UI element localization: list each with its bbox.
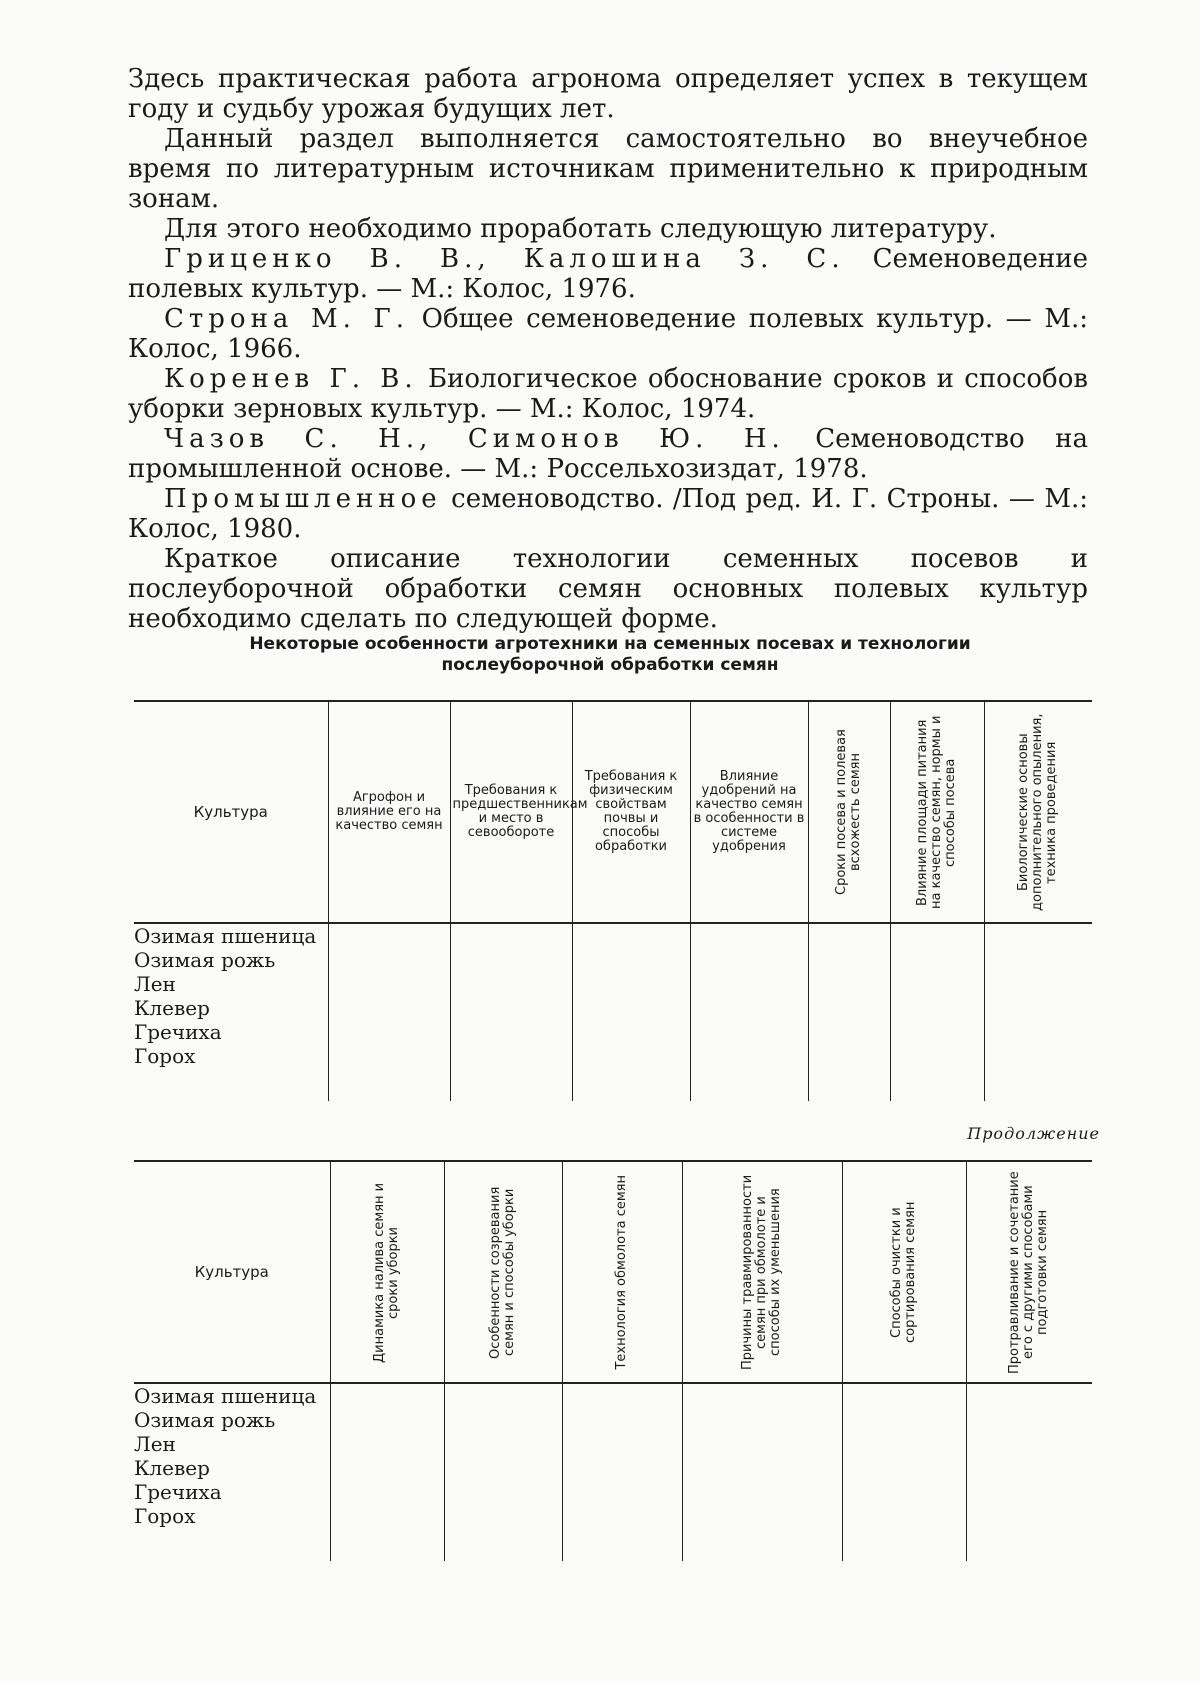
crop-name: Горох xyxy=(134,1504,196,1528)
header-ripening: Особенности созревания семян и способы уборки xyxy=(444,1161,562,1383)
reference-title: Общее семеноведение полевых культур. — М.: Колос, 1966. xyxy=(128,304,1088,364)
empty-cell xyxy=(984,923,1092,1101)
reference-authors: Коренев Г. В. xyxy=(164,364,418,394)
header-threshing-technology: Технология обмолота семян xyxy=(562,1161,682,1383)
culture-list xyxy=(134,923,328,1101)
crop-name: Лен xyxy=(134,1432,176,1456)
crop-name: Гречиха xyxy=(134,1480,222,1504)
reference-authors: Гриценко В. В., Калошина З. С. xyxy=(164,244,845,274)
empty-cell xyxy=(450,923,572,1101)
header-filling-dynamics: Динамика налива семян и сроки уборки xyxy=(330,1161,444,1383)
paragraph-task: Данный раздел выполняется самостоятельно во внеучебное время по литературным источникам применительно к природным зонам. xyxy=(128,124,1088,214)
header-cleaning-sorting: Способы очистки и сортирования семян xyxy=(842,1161,966,1383)
crop-name: Клевер xyxy=(134,996,210,1020)
reference-authors: Промышленное xyxy=(164,484,442,514)
paragraph-intro: Здесь практическая работа агронома определяет успех в текущем году и судьбу урожая будущих лет. xyxy=(128,64,1088,124)
empty-cell xyxy=(572,923,690,1101)
empty-cell xyxy=(890,923,984,1101)
reference-item xyxy=(128,364,1088,424)
empty-cell xyxy=(842,1383,966,1561)
reference-item xyxy=(128,484,1088,544)
paragraph-literature: Для этого необходимо проработать следующую литературу. xyxy=(164,214,997,244)
table-caption xyxy=(150,634,1070,676)
culture-list xyxy=(134,1383,330,1561)
empty-cell xyxy=(682,1383,842,1561)
crop-name: Клевер xyxy=(134,1456,210,1480)
header-sowing-dates: Сроки посева и полевая всхожесть семян xyxy=(808,701,890,923)
reference-item xyxy=(128,424,1088,484)
empty-cell xyxy=(690,923,808,1101)
reference-item xyxy=(128,244,1088,304)
header-agrofon: Агрофон и влияние его на качество семян xyxy=(328,701,450,923)
table-caption-line: Некоторые особенности агротехники на семенных посевах и технологии xyxy=(249,634,971,654)
empty-cell xyxy=(966,1383,1092,1561)
header-culture: Культура xyxy=(134,1161,330,1383)
header-feeding-area: Влияние площади питания на качество семян, нормы и способы посева xyxy=(890,701,984,923)
reference-title: Семеноводство на промышленной основе. — М.: Россельхозиздат, 1978. xyxy=(128,424,1088,484)
header-pollination: Биологические основы дополнительного опыления, техника проведения xyxy=(984,701,1092,923)
reference-authors: Чазов С. Н., Симонов Ю. Н. xyxy=(164,424,785,454)
body-text xyxy=(128,64,1088,634)
empty-cell xyxy=(444,1383,562,1561)
continuation-label: Продолжение xyxy=(967,1124,1100,1143)
reference-title: Семеноведение полевых культур. — М.: Колос, 1976. xyxy=(128,244,1088,304)
empty-cell xyxy=(330,1383,444,1561)
reference-authors: Строна М. Г. xyxy=(164,304,410,334)
empty-cell xyxy=(328,923,450,1101)
crop-name: Лен xyxy=(134,972,176,996)
agrotechnics-table xyxy=(134,700,1092,1101)
crop-name: Озимая пшеница xyxy=(134,924,317,948)
paragraph-closing: Краткое описание технологии семенных посевов и послеуборочной обработки семян основных полевых культур необходимо сделать по следующей форме. xyxy=(128,544,1088,634)
continuation-table xyxy=(134,1160,1092,1561)
crop-name: Озимая рожь xyxy=(134,948,276,972)
reference-item xyxy=(128,304,1088,364)
header-predecessors: Требования к предшественникам и место в севообороте xyxy=(450,701,572,923)
crop-name: Озимая пшеница xyxy=(134,1384,317,1408)
crop-name: Гречиха xyxy=(134,1020,222,1044)
header-seed-injury: Причины травмированности семян при обмолоте и способы их уменьшения xyxy=(682,1161,842,1383)
header-soil-requirements: Требования к физическим свойствам почвы и способы обработки xyxy=(572,701,690,923)
header-fertilizer-influence: Влияние удобрений на качество семян в особенности в системе удобрения xyxy=(690,701,808,923)
reference-title: семеноводство. /Под ред. И. Г. Строны. — М.: Колос, 1980. xyxy=(128,484,1088,544)
empty-cell xyxy=(562,1383,682,1561)
crop-name: Горох xyxy=(134,1044,196,1068)
reference-title: Биологическое обоснование сроков и способов уборки зерновых культур. — М.: Колос, 1974. xyxy=(128,364,1088,424)
empty-cell xyxy=(808,923,890,1101)
header-seed-treatment: Протравливание и сочетание его с другими способами подготовки семян xyxy=(966,1161,1092,1383)
table-caption-line: послеуборочной обработки семян xyxy=(441,655,779,675)
crop-name: Озимая рожь xyxy=(134,1408,276,1432)
header-culture: Культура xyxy=(134,701,328,923)
